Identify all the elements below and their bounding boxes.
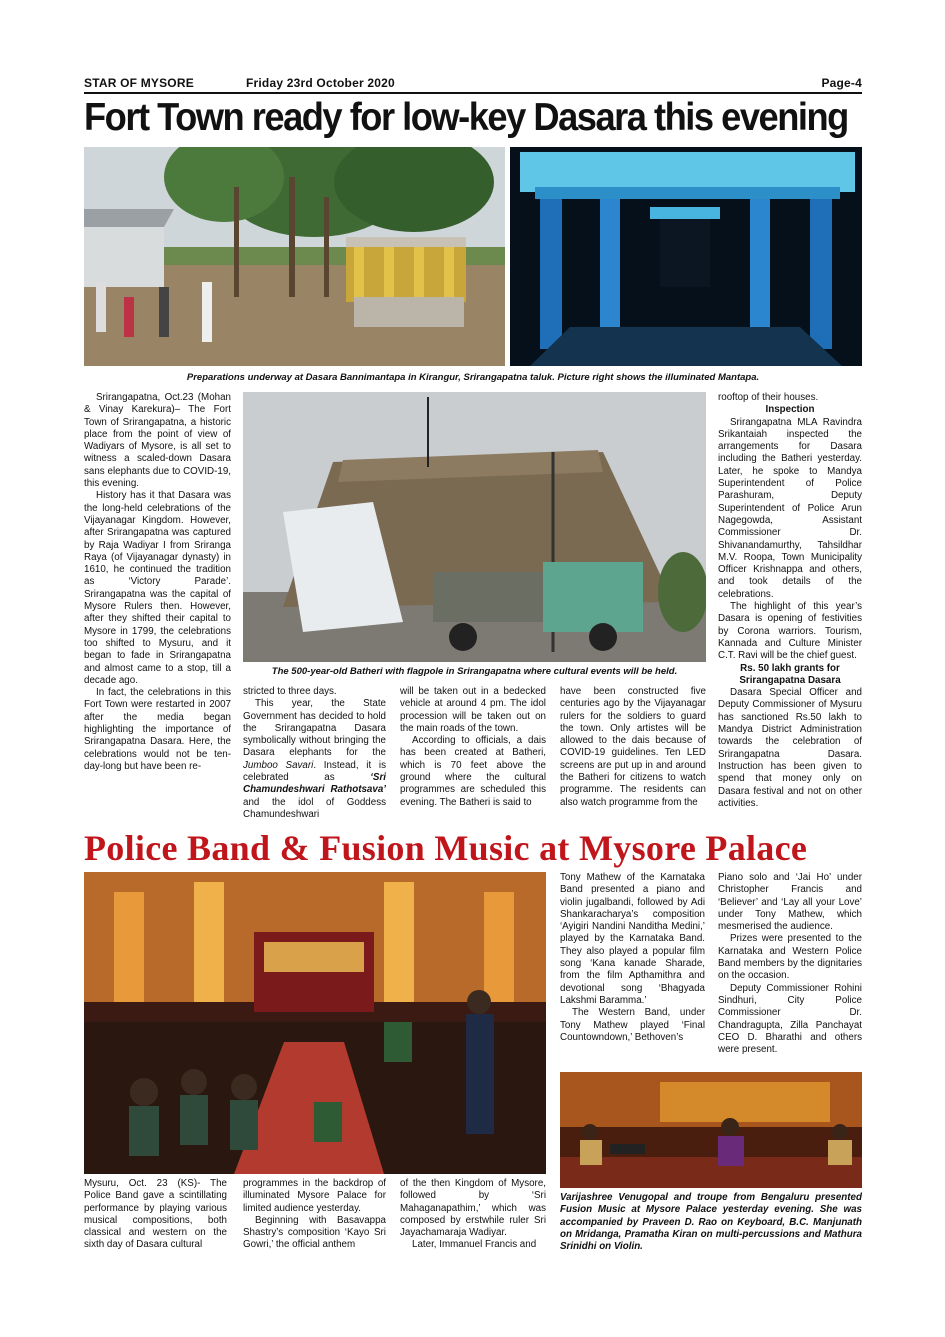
headline-police-band: Police Band & Fusion Music at Mysore Palace <box>84 828 808 868</box>
paragraph: History has it that Dasara was the long-held celebrations of the Vijayanagar Kingdom. However, after Srirangapatna was captured by Raja Wadiyar I from Sriranga Raya (of Vijayanagar dynasty) in 1610, he continued the tradition as ‘Victory Parade’. Srirangapatna was the capital of Mysore Rulers then. However, after they shifted their capital to Mysore in 1799, the celebrations too shifted to Mysuru, and it began to fade in Srirangapatna and almost came to a stop, till a decade ago. <box>84 490 231 686</box>
story1-col4 <box>560 686 706 809</box>
paragraph: Beginning with Basavappa Shastry’s composition ‘Kayo Sri Gowri,’ the official anthem <box>243 1214 386 1251</box>
photo-bannimantapa <box>84 147 505 366</box>
story1-col3 <box>400 686 546 809</box>
story2-bottom-col1 <box>84 1178 227 1252</box>
paragraph: stricted to three days. <box>243 686 337 697</box>
paragraph: Prizes were presented to the Karnataka and Western Police Band members by the dignitaries on the occasion. <box>718 933 862 982</box>
paragraph: Piano solo and ‘Jai Ho’ under Christopher Francis and ‘Believer’ and ‘Lay all your Love’ under Tony Mathew, which mesmerised the audience. <box>718 872 862 933</box>
story2-col-right2 <box>718 872 862 1056</box>
paragraph: of the then Kingdom of Mysore, followed by ‘Sri Mahaganapathim,’ which was composed by erstwhile ruler Sri Jayachamaraja Wadiyar. <box>400 1178 546 1239</box>
photo-police-band <box>84 872 546 1174</box>
paragraph: Dasara Special Officer and Deputy Commissioner of Mysuru has sanctioned Rs.50 lakh to Mandya District Administration towards the celebration of Srirangapatna Dasara. Instruction has been given to spend that money only on Dasara festival and not on other activities. <box>718 687 862 809</box>
masthead-rule <box>84 92 862 94</box>
issue-date: Friday 23rd October 2020 <box>246 76 395 90</box>
photo-illuminated-mantapa <box>510 147 862 366</box>
page-number: Page-4 <box>821 76 862 90</box>
paragraph: Tony Mathew of the Karnataka Band presented a piano and violin jugalbandi, followed by Adi Shankaracharya’s composition ‘Ayigiri Nandini Nanditha Medini,’ played by the Karnataka Band. They also played a popular film song ‘Kana kanade Sharade, from the film Apthamithra and devotional song ‘Bhagyada Lakshmi Baramma.’ <box>560 872 705 1006</box>
paragraph: Srirangapatna, Oct.23 (Mohan & Vinay Karekura)– The Fort Town of Srirangapatna, a historic place from the point of view of Wadiyars of Mysore, is all set to witness a scaled-down Dasara sans elephants due to COVID-19, this evening. <box>84 392 231 490</box>
paragraph: Mysuru, Oct. 23 (KS)- The Police Band gave a scintillating performance by playing various musical compositions, both classical and western on the sixth day of Dasara cultural <box>84 1178 227 1251</box>
caption-fusion: Varijashree Venugopal and troupe from Bengaluru presented Fusion Music at Mysore Palace yesterday evening. She was accompanied by Praveen D. Rao on Keyboard, B.C. Manjunath on Mridanga, Pramatha Kiran on multi-percussions and Mathura Srinidhi on Violin. <box>560 1192 862 1253</box>
story1-col5 <box>718 392 862 810</box>
caption-batheri: The 500-year-old Batheri with flagpole in Srirangapatna where cultural events will be held. <box>271 666 678 677</box>
paragraph: The highlight of this year’s Dasara is opening of festivities by Corona warriors. Tourism, Kannada and Culture Minister C.T. Ravi will be the chief guest. <box>718 601 862 662</box>
paragraph: According to officials, a dais has been created at Batheri, which is 70 feet above the ground where the cultural programmes are scheduled this evening. The Batheri is said to <box>400 735 546 808</box>
paragraph: rooftop of their houses. <box>718 392 819 403</box>
story2-col-right1 <box>560 872 705 1044</box>
paper-name: STAR OF MYSORE <box>84 76 194 90</box>
paragraph: have been constructed five centuries ago by the Vijayanagar rulers for the soldiers to guard the town. Only artistes will be allowed to the dais because of COVID-19 guidelines. Ten LED screens are put up in and around the Batheri for citizens to watch programme. The residents can also watch programme from the <box>560 686 706 808</box>
headline-fort-town: Fort Town ready for low-key Dasara this evening <box>84 96 848 139</box>
paragraph: In fact, the celebrations in this Fort Town were restarted in 2007 after the media began highlighting the importance of Srirangapatna Dasara. Here, the celebrations would not be ten-day-long but have been re- <box>84 687 231 772</box>
caption-top-photos: Preparations underway at Dasara Bannimantapa in Kirangur, Srirangapatna taluk. Picture right shows the illuminated Mantapa. <box>186 372 760 383</box>
paragraph: Later, Immanuel Francis and <box>412 1239 537 1251</box>
story1-col2 <box>243 686 386 821</box>
story1-col1 <box>84 392 231 773</box>
paragraph: This year, the State Government has decided to hold the Srirangapatna Dasara symbolically without bringing the Dasara elephants for the Jumboo Savari. Instead, it is celebrated as ‘Sri Chamundeshwari Rathotsava’ and the idol of Goddess Chamundeshwari <box>243 698 386 820</box>
masthead <box>84 76 862 92</box>
paragraph: programmes in the backdrop of illuminated Mysore Palace for limited audience yesterday. <box>243 1178 386 1214</box>
photo-batheri <box>243 392 706 662</box>
story2-bottom-col3 <box>400 1178 546 1252</box>
subhead-grants: Rs. 50 lakh grants for Srirangapatna Dasara <box>739 662 841 686</box>
photo-fusion-music <box>560 1072 862 1188</box>
paragraph: The Western Band, under Tony Mathew played ‘Final Countowndown,’ Bethoven’s <box>560 1007 705 1043</box>
paragraph: will be taken out in a bedecked vehicle at around 4 pm. The idol procession will be taken out on the main roads of the town. <box>400 686 546 734</box>
story2-bottom-col2 <box>243 1178 386 1252</box>
paragraph: Deputy Commissioner Rohini Sindhuri, City Police Commissioner Dr. Chandragupta, Zilla Panchayat CEO D. Bharathi and others were present. <box>718 982 862 1056</box>
subhead-inspection: Inspection <box>765 404 815 416</box>
paragraph: Srirangapatna MLA Ravindra Srikantaiah inspected the arrangements for Dasara including the Batheri yesterday. Later, he spoke to Mandya Superintendent of Police Parashuram, Deputy Superintendent of Police Arun Nagegowda, Assistant Commissioner Dr. Shivanandamurthy, Tahsildhar M.V. Roopa, Town Municipality Officer Krishnappa and others, and took details of the celebrations. <box>718 416 862 600</box>
